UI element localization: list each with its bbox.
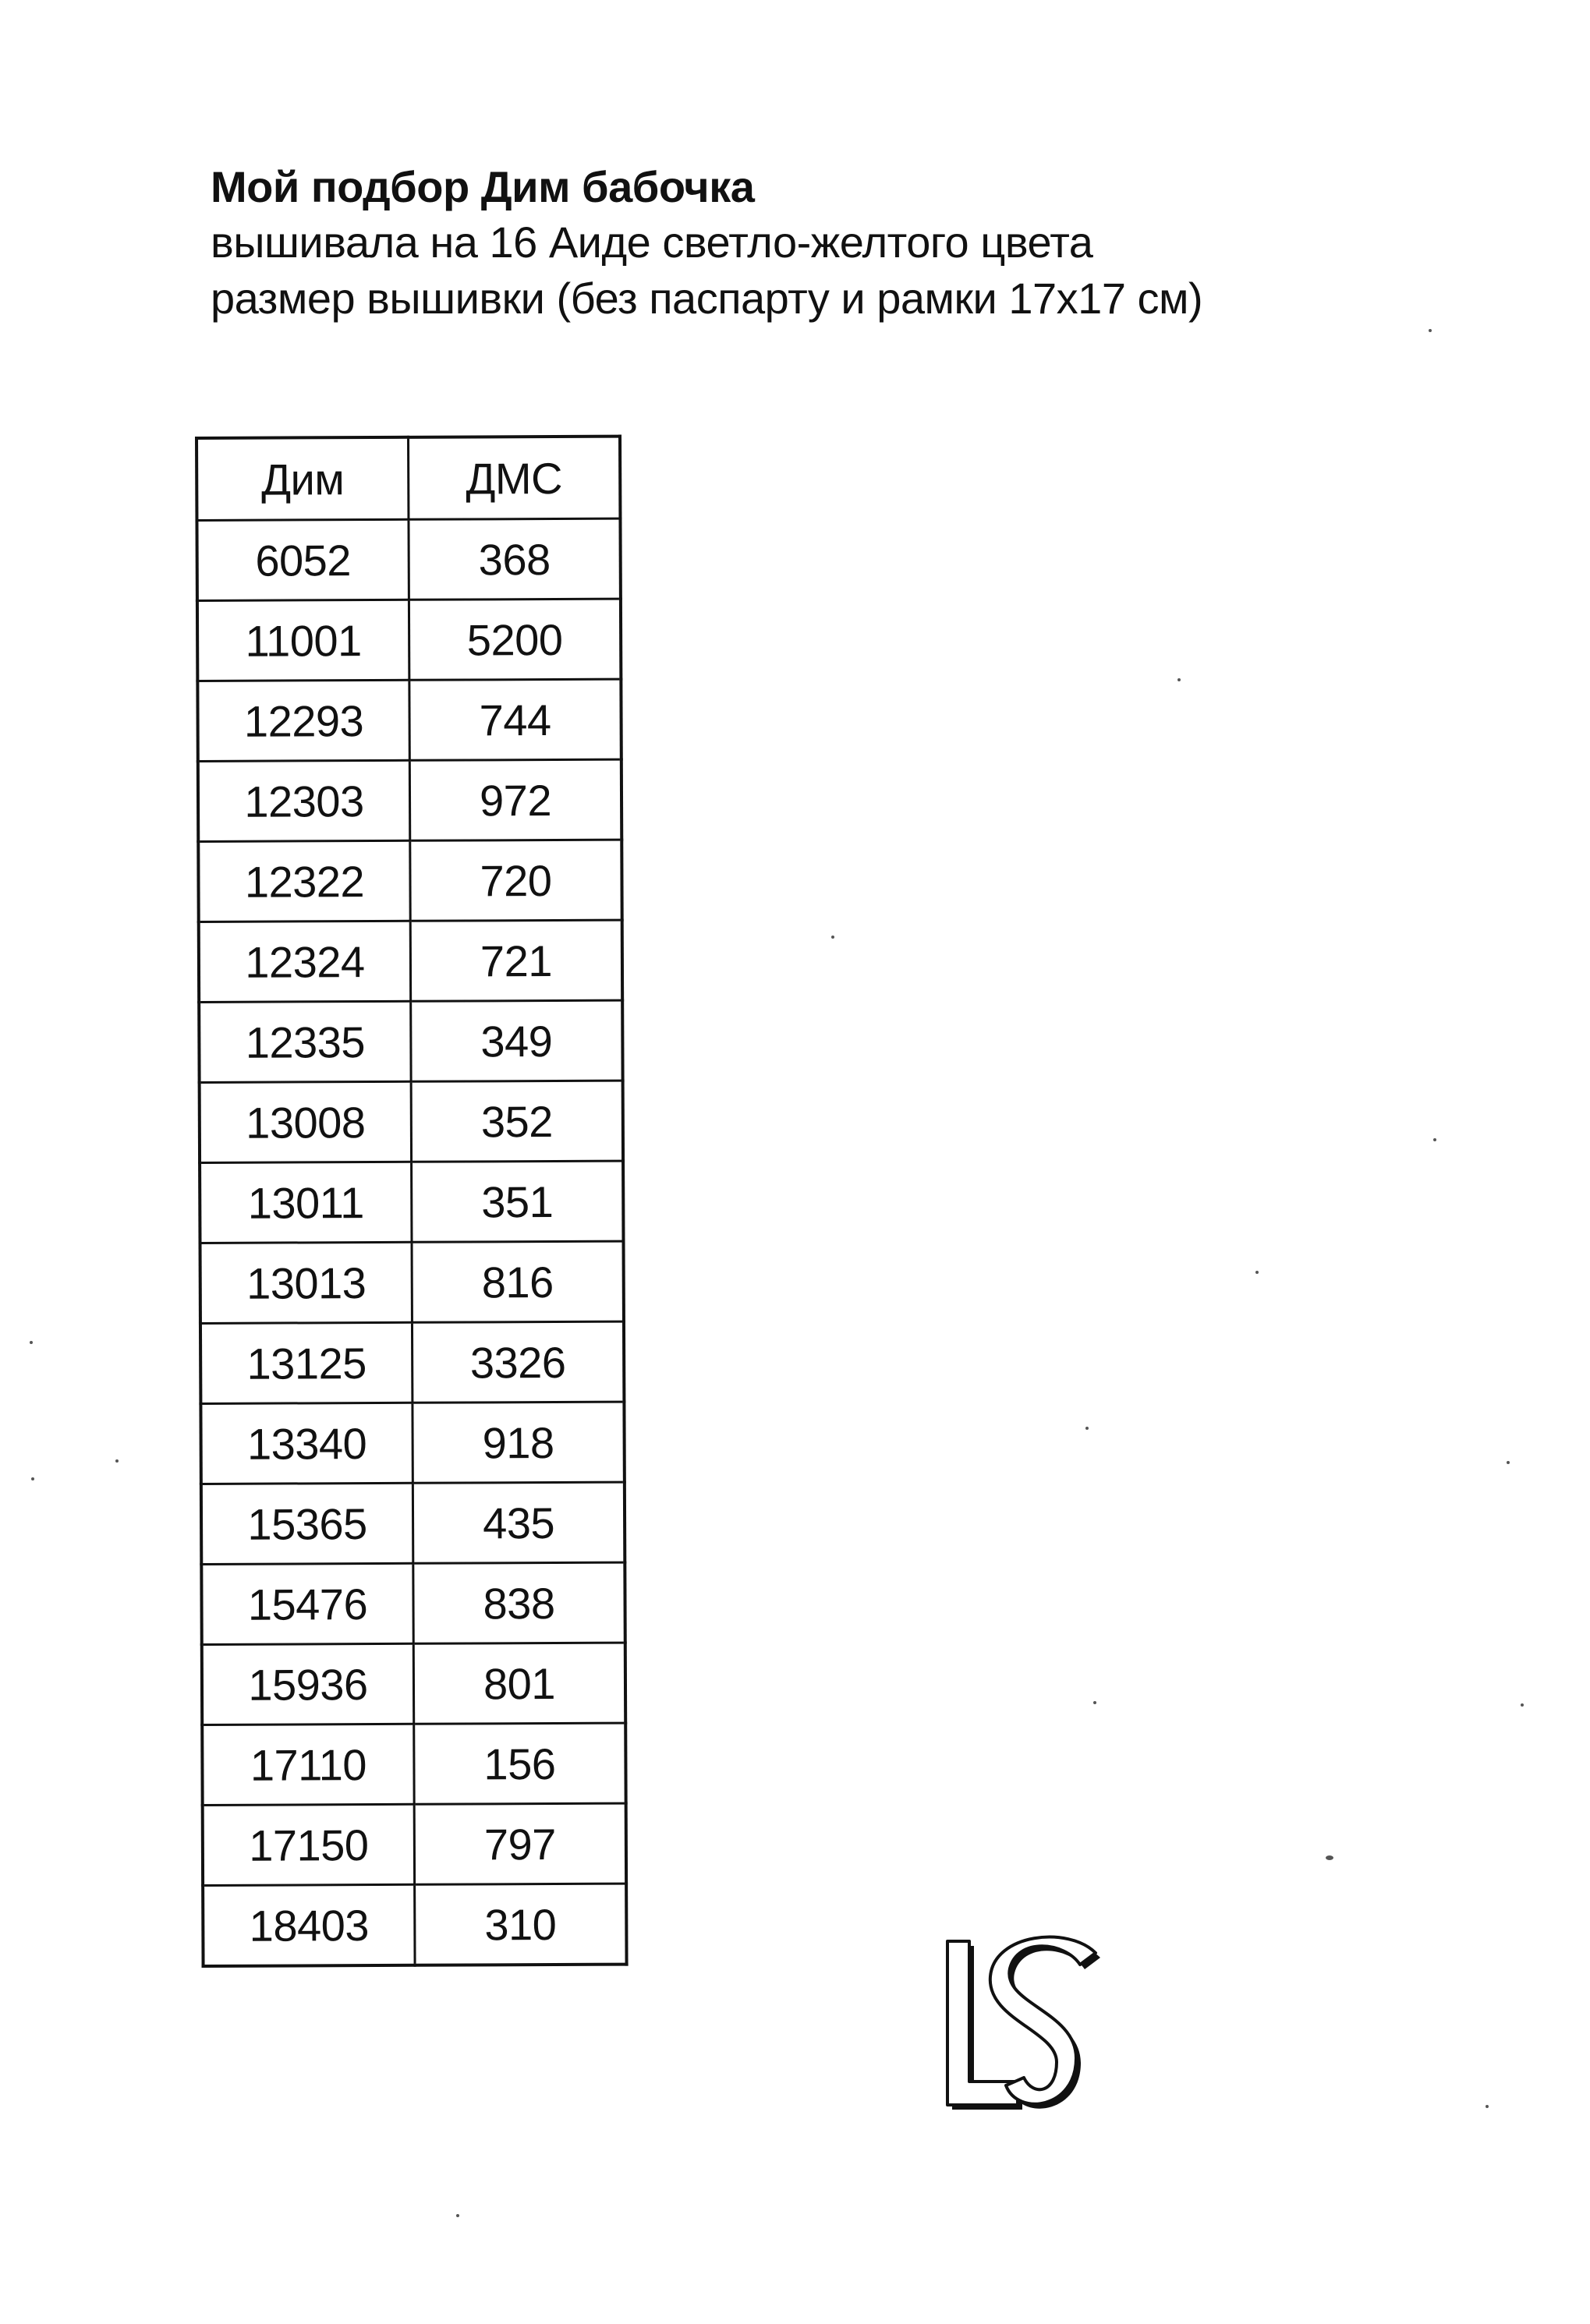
dmc-code-cell: 744	[409, 679, 621, 760]
dmc-code-cell: 352	[411, 1081, 623, 1162]
table-row	[201, 1482, 625, 1564]
dim-code-cell: 13013	[200, 1242, 413, 1323]
table-row	[200, 1241, 624, 1323]
document-title: Мой подбор Дим бабочка	[211, 162, 755, 211]
table-row	[200, 1081, 623, 1162]
dim-code-cell: 17150	[203, 1804, 415, 1885]
table-row	[199, 1000, 622, 1082]
dmc-code-cell: 801	[413, 1643, 625, 1724]
table-row	[197, 599, 621, 681]
dim-code-cell: 17110	[202, 1724, 414, 1805]
table-row	[202, 1723, 625, 1805]
table-row	[200, 1161, 623, 1243]
dmc-code-cell: 349	[411, 1000, 623, 1081]
table-row	[202, 1643, 625, 1724]
dmc-code-cell: 797	[414, 1803, 626, 1884]
dim-code-cell: 15476	[201, 1563, 413, 1644]
table-row	[200, 1402, 624, 1484]
dmc-code-cell: 972	[409, 759, 621, 840]
dim-code-cell: 12293	[197, 680, 409, 761]
dim-code-cell: 13008	[200, 1081, 412, 1162]
dim-code-cell: 15936	[202, 1643, 414, 1724]
scan-speck	[831, 936, 834, 939]
dim-code-cell: 12324	[199, 921, 411, 1002]
table-header-row	[197, 437, 620, 521]
dim-code-cell: 13011	[200, 1162, 412, 1243]
scan-speck	[456, 2214, 459, 2217]
dmc-code-cell: 3326	[412, 1321, 624, 1403]
table-row	[197, 518, 620, 600]
color-table-wrapper	[195, 435, 629, 1968]
scan-speck	[1326, 1855, 1333, 1860]
column-header-dmc: ДМС	[409, 437, 621, 520]
table-row	[203, 1803, 626, 1885]
table-row	[198, 840, 621, 921]
scan-speck	[1255, 1271, 1259, 1274]
scan-speck	[1521, 1703, 1524, 1707]
dim-code-cell: 12322	[198, 840, 410, 921]
dim-code-cell: 12303	[198, 760, 410, 841]
column-header-dim: Дим	[197, 437, 409, 521]
dim-code-cell: 13340	[200, 1403, 413, 1484]
fabric-description: вышивала на 16 Аиде светло-желтого цвета	[211, 218, 1093, 267]
dmc-code-cell: 5200	[409, 599, 621, 680]
table-row	[201, 1562, 625, 1644]
scan-speck	[1433, 1138, 1436, 1141]
dim-code-cell: 18403	[203, 1884, 415, 1966]
dim-code-cell: 13125	[200, 1322, 413, 1403]
ls-monogram-logo	[932, 1933, 1111, 2121]
table-row	[200, 1321, 624, 1403]
scan-speck	[1085, 1427, 1089, 1430]
dmc-code-cell: 838	[413, 1562, 625, 1643]
dmc-code-cell: 435	[413, 1482, 625, 1563]
scan-speck	[115, 1459, 119, 1463]
table-row	[203, 1884, 626, 1966]
dmc-code-cell: 368	[409, 518, 621, 600]
dim-code-cell: 11001	[197, 600, 409, 681]
scan-speck	[31, 1477, 34, 1480]
dmc-code-cell: 351	[412, 1161, 624, 1242]
dim-code-cell: 12335	[199, 1001, 411, 1082]
document-header	[211, 160, 1380, 327]
dmc-code-cell: 721	[410, 920, 622, 1001]
scan-speck	[1507, 1461, 1510, 1464]
scan-speck	[1429, 329, 1432, 332]
table-row	[197, 679, 621, 761]
dmc-code-cell: 156	[414, 1723, 626, 1804]
dim-code-cell: 15365	[201, 1483, 413, 1564]
color-conversion-table	[195, 435, 629, 1968]
embroidery-size-description: размер вышивки (без паспарту и рамки 17х17 см)	[211, 274, 1203, 323]
dmc-code-cell: 310	[415, 1884, 627, 1965]
scan-speck	[1093, 1701, 1096, 1704]
table-row	[198, 759, 621, 841]
dmc-code-cell: 816	[412, 1241, 624, 1322]
scan-speck	[1177, 678, 1181, 681]
table-row	[199, 920, 622, 1002]
dmc-code-cell: 720	[410, 840, 622, 921]
scan-speck	[30, 1341, 33, 1344]
dim-code-cell: 6052	[197, 519, 409, 600]
dmc-code-cell: 918	[413, 1402, 625, 1483]
scan-speck	[1486, 2105, 1489, 2108]
